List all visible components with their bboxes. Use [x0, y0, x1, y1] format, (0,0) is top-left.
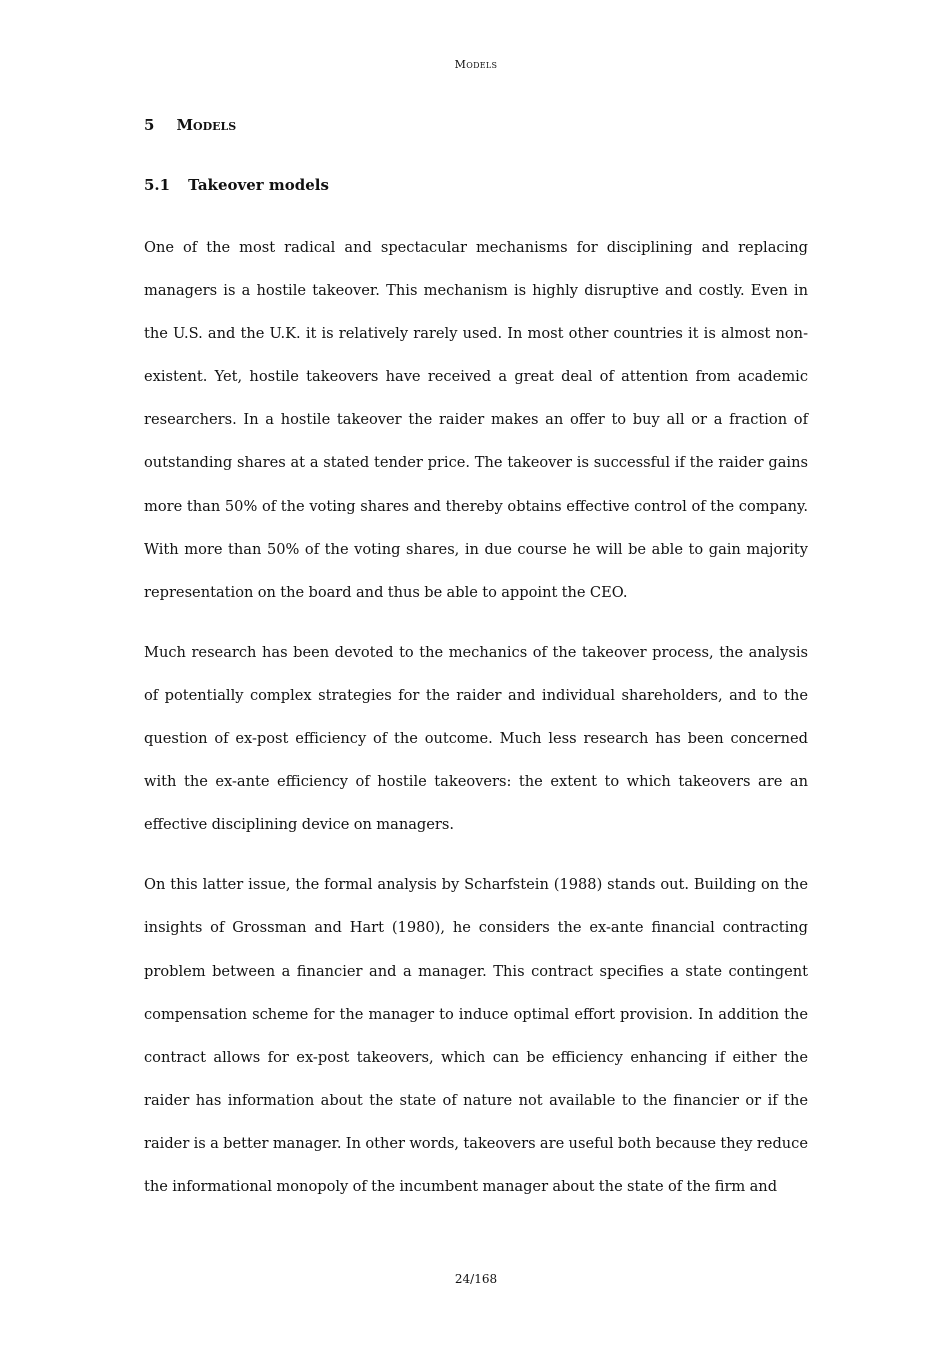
- section-heading: [144, 116, 236, 134]
- running-header: Models: [454, 58, 498, 71]
- subsection-title: Takeover models: [188, 176, 329, 194]
- page-number: 24/168: [454, 1272, 498, 1286]
- paragraph: On this latter issue, the formal analysis by Scharfstein (1988) stands out. Building on the insights of Grossman and Hart (1980), he considers the ex-ante financial contracting problem between a financier and a manager. This contract specifies a state contingent compensation scheme for the manager to induce optimal effort provision. In addition the contract allows for ex-post takeovers, which can be efficiency enhancing if either the raider has information about the state of nature not available to the financier or if the raider is a better manager. In other words, takeovers are useful both because they reduce the informational monopoly of the incumbent manager about the state of the firm and: [144, 876, 808, 1195]
- subsection-heading: [144, 176, 329, 194]
- body-text: [144, 226, 808, 1208]
- paragraph: One of the most radical and spectacular mechanisms for disciplining and replacing managers is a hostile takeover. This mechanism is highly disruptive and costly. Even in the U.S. and the U.K. it is relatively rarely used. In most other countries it is almost non-existent. Yet, hostile takeovers have received a great deal of attention from academic researchers. In a hostile takeover the raider makes an offer to buy all or a fraction of outstanding shares at a stated tender price. The takeover is successful if the raider gains more than 50% of the voting shares and thereby obtains effective control of the company. With more than 50% of the voting shares, in due course he will be able to gain majority representation on the board and thus be able to appoint the CEO.: [144, 239, 808, 601]
- section-title: Models: [176, 116, 237, 134]
- section-number: 5: [144, 116, 155, 134]
- paragraph: Much research has been devoted to the mechanics of the takeover process, the analysis of potentially complex strategies for the raider and individual shareholders, and to the question of ex-post efficiency of the outcome. Much less research has been concerned with the ex-ante efficiency of hostile takeovers: the extent to which takeovers are an effective disciplining device on managers.: [144, 643, 808, 834]
- subsection-number: 5.1: [144, 176, 171, 194]
